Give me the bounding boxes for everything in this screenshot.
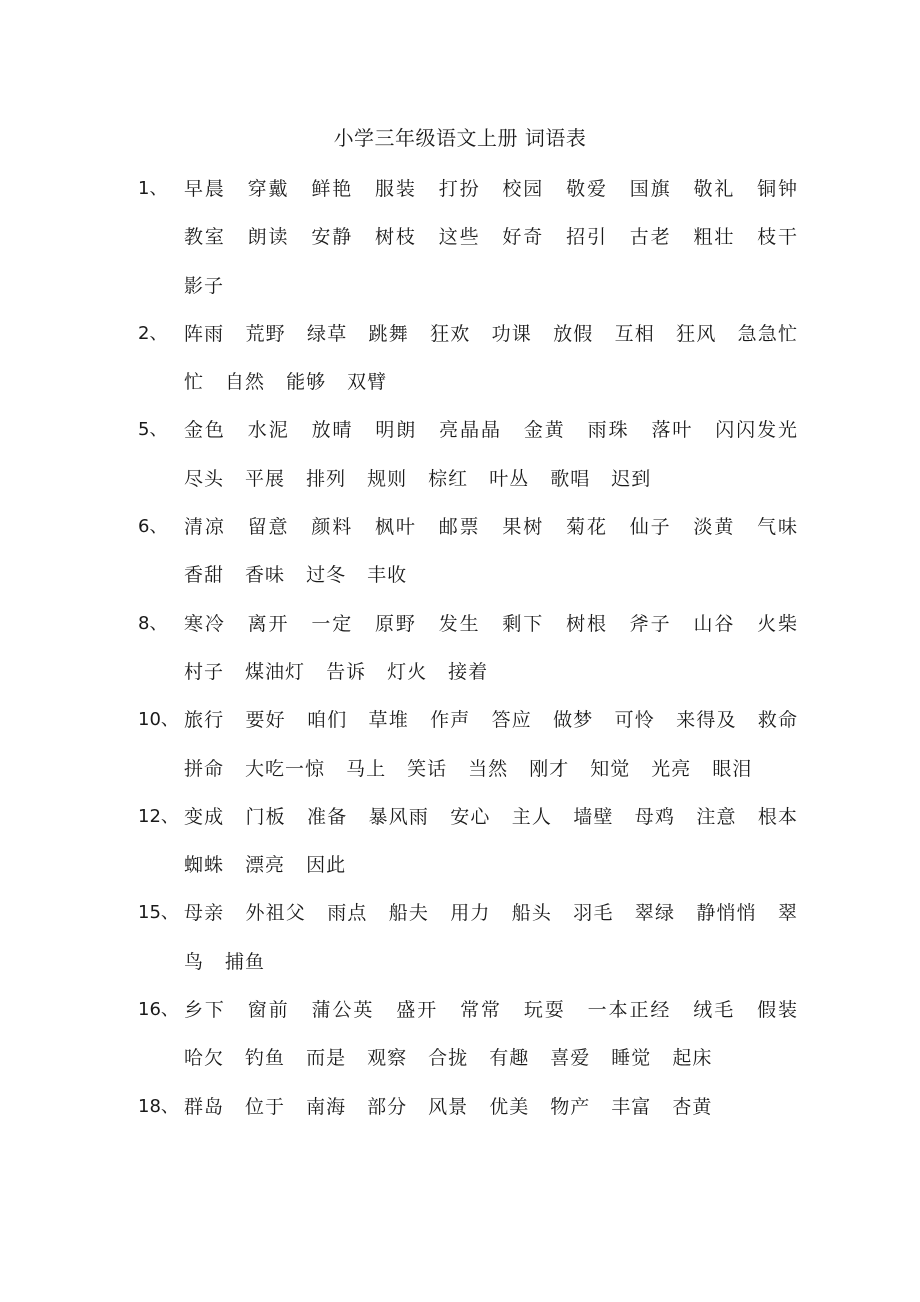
vocabulary-entry [138,793,798,890]
entry-words: 变成 门板 准备 暴风雨 安心 主人 墙壁 母鸡 注意 根本 蜘蛛 漂亮 因此 [184,805,798,877]
entry-words: 早晨 穿戴 鲜艳 服装 打扮 校园 敬爱 国旗 敬礼 铜钟 教室 朗读 安静 树枝 这些 好奇 招引 古老 粗壮 枝干 影子 [184,178,798,297]
entry-words: 旅行 要好 咱们 草堆 作声 答应 做梦 可怜 来得及 救命 拼命 大吃一惊 马上 笑话 当然 刚才 知觉 光亮 眼泪 [184,709,798,780]
entry-number: 12、 [138,805,179,827]
entry-number: 8、 [138,612,168,634]
entry-number: 15、 [138,902,179,924]
entry-words: 金色 水泥 放晴 明朗 亮晶晶 金黄 雨珠 落叶 闪闪发光 尽头 平展 排列 规则 棕红 叶丛 歌唱 迟到 [184,419,798,490]
entry-words: 乡下 窗前 蒲公英 盛开 常常 玩耍 一本正经 绒毛 假装 哈欠 钓鱼 而是 观察 合拢 有趣 喜爱 睡觉 起床 [184,999,798,1070]
vocabulary-entry [138,1083,798,1131]
entry-words: 母亲 外祖父 雨点 船夫 用力 船头 羽毛 翠绿 静悄悄 翠鸟 捕鱼 [184,902,798,973]
vocabulary-entry [138,310,798,407]
vocabulary-entry [138,696,798,793]
entry-words: 清凉 留意 颜料 枫叶 邮票 果树 菊花 仙子 淡黄 气味 香甜 香味 过冬 丰收 [184,516,798,587]
document-title: 小学三年级语文上册 词语表 [333,126,587,150]
vocabulary-entry [138,889,798,986]
entry-number: 10、 [138,709,179,731]
entry-words: 寒冷 离开 一定 原野 发生 剩下 树根 斧子 山谷 火柴 村子 煤油灯 告诉 灯火 接着 [184,612,798,683]
vocabulary-list [138,165,798,1131]
entry-number: 5、 [138,419,168,441]
vocabulary-entry [138,986,798,1083]
entry-words: 阵雨 荒野 绿草 跳舞 狂欢 功课 放假 互相 狂风 急急忙忙 自然 能够 双臂 [184,322,798,394]
entry-number: 16、 [138,999,179,1021]
vocabulary-entry [138,165,798,310]
entry-number: 2、 [138,322,168,344]
vocabulary-entry [138,600,798,697]
entry-number: 1、 [138,178,168,199]
entry-words: 群岛 位于 南海 部分 风景 优美 物产 丰富 杏黄 [184,1095,713,1118]
entry-number: 6、 [138,516,168,538]
vocabulary-entry [138,406,798,503]
entry-number: 18、 [138,1095,179,1117]
vocabulary-entry [138,503,798,600]
